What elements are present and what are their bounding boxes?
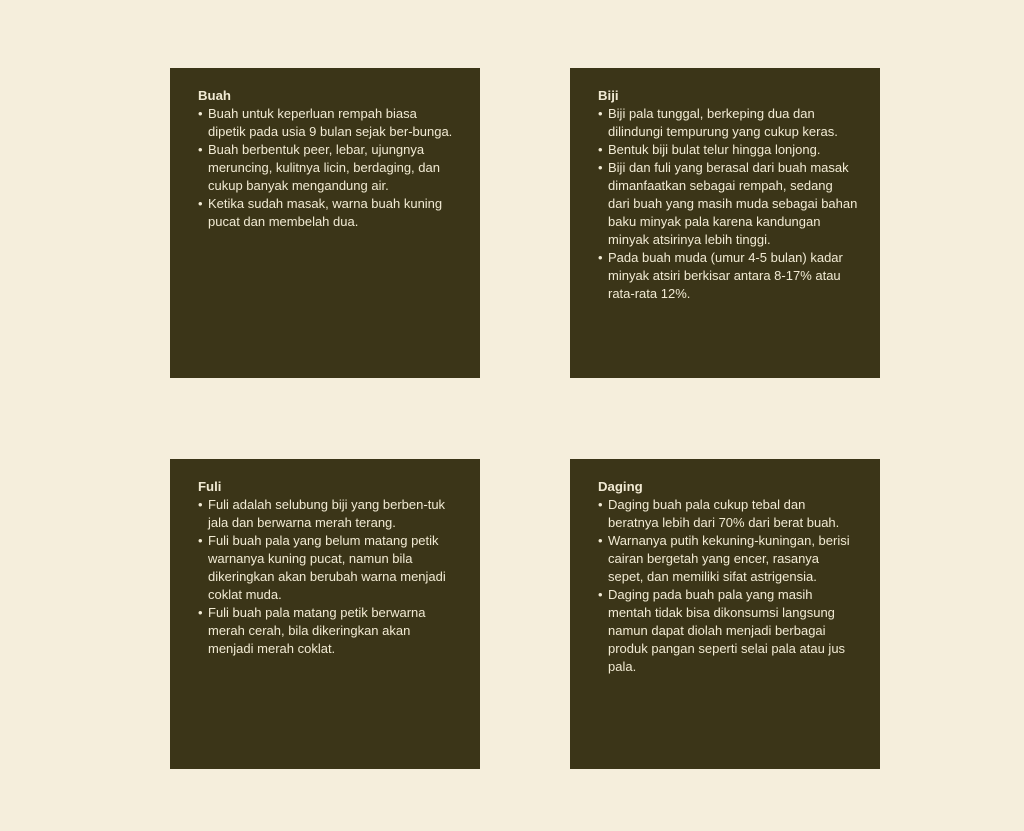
list-item: • Daging buah pala cukup tebal dan beratnya lebih dari 70% dari berat buah. xyxy=(598,497,840,530)
card-list xyxy=(598,105,858,303)
card-daging xyxy=(570,459,880,769)
list-item: • Pada buah muda (umur 4-5 bulan) kadar minyak atsiri berkisar antara 8-17% atau rata-rata 12%. xyxy=(598,250,843,301)
card-title: Buah xyxy=(198,88,231,103)
list-item: • Ketika sudah masak, warna buah kuning pucat dan membelah dua. xyxy=(198,196,443,229)
list-item: • Buah berbentuk peer, lebar, ujungnya meruncing, kulitnya licin, berdaging, dan cukup banyak mengandung air. xyxy=(198,142,440,193)
card-title: Fuli xyxy=(198,479,222,494)
card-list xyxy=(198,496,458,658)
card-title: Biji xyxy=(598,88,619,103)
card-fuli xyxy=(170,459,480,769)
card-list xyxy=(598,496,858,676)
list-item: • Biji pala tunggal, berkeping dua dan dilindungi tempurung yang cukup keras. xyxy=(598,106,838,139)
card-list xyxy=(198,105,458,231)
card-biji xyxy=(570,68,880,378)
list-item: • Warnanya putih kekuning-kuningan, berisi cairan bergetah yang encer, rasanya sepet, dan memiliki sifat astrigensia. xyxy=(598,533,850,584)
list-item: • Fuli adalah selubung biji yang berben-tuk jala dan berwarna merah terang. xyxy=(198,497,446,530)
list-item: • Fuli buah pala yang belum matang petik warnanya kuning pucat, namun bila dikeringkan akan berubah warna menjadi coklat muda. xyxy=(198,533,446,602)
list-item: • Daging pada buah pala yang masih mentah tidak bisa dikonsumsi langsung namun dapat diolah menjadi berbagai produk pangan seperti selai pala atau jus pala. xyxy=(598,587,846,674)
card-buah xyxy=(170,68,480,378)
list-item: • Bentuk biji bulat telur hingga lonjong. xyxy=(598,142,821,157)
card-title: Daging xyxy=(598,479,643,494)
list-item: • Biji dan fuli yang berasal dari buah masak dimanfaatkan sebagai rempah, sedang dari buah yang masih muda sebagai bahan baku minyak pala karena kandungan minyak atsirinya lebih tinggi. xyxy=(598,160,858,247)
list-item: • Buah untuk keperluan rempah biasa dipetik pada usia 9 bulan sejak ber-bunga. xyxy=(198,106,453,139)
list-item: • Fuli buah pala matang petik berwarna merah cerah, bila dikeringkan akan menjadi merah coklat. xyxy=(198,605,426,656)
